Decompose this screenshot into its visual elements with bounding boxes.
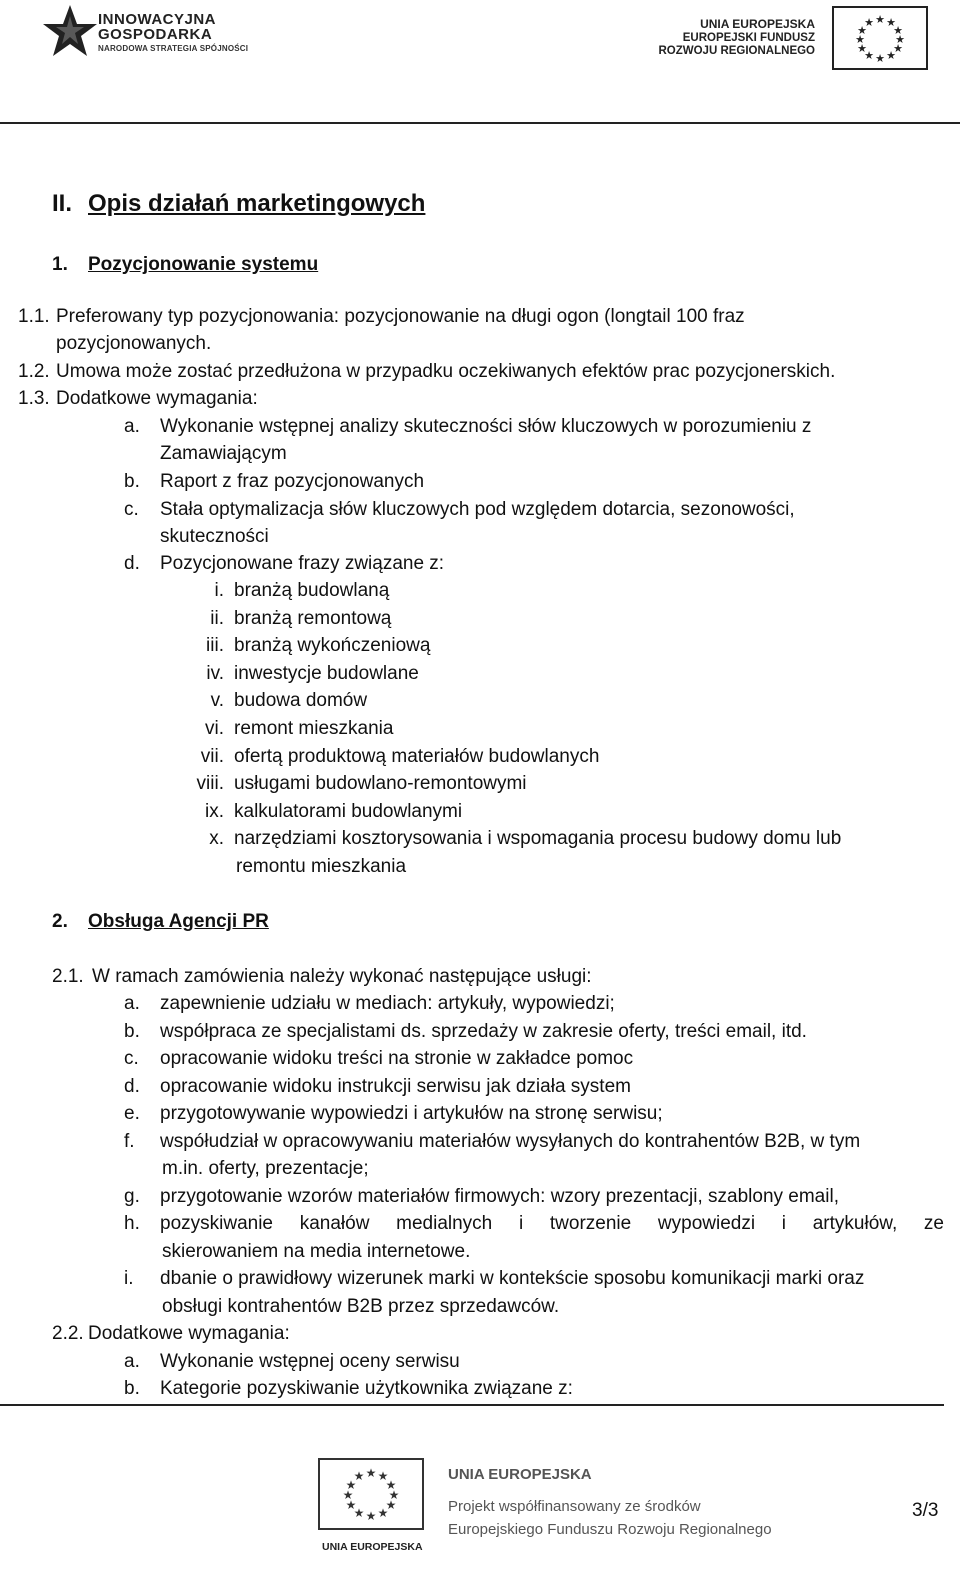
p21i-marker: i.: [124, 1268, 134, 1289]
roman-marker: ii.: [210, 608, 224, 629]
svg-text:★: ★: [345, 1498, 357, 1512]
svg-text:★: ★: [388, 1488, 400, 1502]
p13b-marker: b.: [124, 471, 140, 492]
svg-text:★: ★: [893, 42, 903, 55]
p21-text: W ramach zamówienia należy wykonać następujące usługi:: [92, 966, 592, 987]
p13b-text: Raport z fraz pozycjonowanych: [160, 471, 425, 492]
footer-cofinanced-line2: Europejskiego Funduszu Rozwoju Regionalnego: [448, 1521, 772, 1538]
footer-cofinanced-line1: Projekt współfinansowany ze środków: [448, 1498, 701, 1515]
section-number: II.: [52, 190, 73, 217]
p21i-line1: dbanie o prawidłowy wizerunek marki w kontekście sposobu komunikacji marki oraz: [160, 1268, 865, 1289]
p22-marker: b.: [124, 1378, 140, 1399]
p22-item: Wykonanie wstępnej oceny serwisu: [160, 1351, 460, 1372]
svg-text:★: ★: [893, 24, 903, 37]
section-title: Opis działań marketingowych: [88, 190, 426, 217]
roman-marker: ix.: [205, 801, 224, 822]
roman-item: branżą budowlaną: [234, 580, 390, 601]
roman-item-x-line2: remontu mieszkania: [236, 856, 407, 877]
p13c-line2: skuteczności: [160, 526, 269, 547]
svg-text:★: ★: [377, 1506, 389, 1520]
p21g-marker: g.: [124, 1186, 140, 1207]
logo-right-line1: UNIA EUROPEJSKA: [700, 17, 815, 31]
s1-number: 1.: [52, 254, 68, 275]
roman-item: branżą remontową: [234, 608, 392, 629]
svg-text:★: ★: [353, 1506, 365, 1520]
s2-number: 2.: [52, 911, 68, 932]
s2-title: Obsługa Agencji PR: [88, 911, 269, 932]
p11-line2: pozycjonowanych.: [56, 333, 212, 354]
p13d-text: Pozycjonowane frazy związane z:: [160, 553, 445, 574]
svg-text:★: ★: [353, 1469, 365, 1483]
svg-text:★: ★: [385, 1478, 397, 1492]
p12-text: Umowa może zostać przedłużona w przypadku oczekiwanych efektów prac pozycjonerskich.: [56, 361, 836, 382]
svg-text:★: ★: [864, 49, 874, 62]
p13d-marker: d.: [124, 553, 140, 574]
star-emblem-icon: [40, 2, 100, 62]
p21i-line2: obsługi kontrahentów B2B przez sprzedawców.: [162, 1296, 560, 1317]
p21-marker: b.: [124, 1021, 140, 1042]
svg-text:★: ★: [895, 33, 905, 46]
logo-left-line1: INNOWACYJNA: [98, 11, 217, 28]
roman-marker: x.: [209, 828, 224, 849]
svg-text:★: ★: [342, 1488, 354, 1502]
logo-right-line3: ROZWOJU REGIONALNEGO: [658, 45, 815, 58]
p21-item: zapewnienie udziału w mediach: artykuły, wypowiedzi;: [160, 993, 615, 1014]
footer-divider: [0, 1404, 944, 1406]
p11-line1: Preferowany typ pozycjonowania: pozycjonowanie na długi ogon (longtail 100 fraz: [56, 306, 745, 327]
footer-flag-caption: UNIA EUROPEJSKA: [322, 1541, 423, 1553]
roman-item: ofertą produktową materiałów budowlanych: [234, 746, 600, 767]
p13a-line2: Zamawiającym: [160, 443, 287, 464]
svg-text:★: ★: [875, 13, 885, 26]
p13c-marker: c.: [124, 499, 139, 520]
page-number: 3/3: [912, 1500, 939, 1521]
p22-number: 2.2.: [52, 1323, 84, 1344]
svg-text:★: ★: [345, 1478, 357, 1492]
logo-left-line3: NARODOWA STRATEGIA SPÓJNOŚCI: [98, 44, 249, 53]
p21-marker: a.: [124, 993, 140, 1014]
p22-text: Dodatkowe wymagania:: [88, 1323, 290, 1344]
eu-flag-footer-icon: [318, 1458, 424, 1530]
p21-marker: d.: [124, 1076, 140, 1097]
p13-text: Dodatkowe wymagania:: [56, 388, 258, 409]
p21-item: współudział w opracowywaniu materiałów wysyłanych do kontrahentów B2B, w tym: [160, 1131, 861, 1152]
p13a-line1: Wykonanie wstępnej analizy skuteczności słów kluczowych w porozumieniu z: [160, 416, 812, 437]
roman-item: inwestycje budowlane: [234, 663, 419, 684]
p22-marker: a.: [124, 1351, 140, 1372]
p21h-line1: pozyskiwanie kanałów medialnych i tworzenie wypowiedzi i artykułów, ze: [160, 1213, 944, 1234]
roman-marker: v.: [210, 690, 224, 711]
p21-item: opracowanie widoku instrukcji serwisu jak działa system: [160, 1076, 631, 1097]
footer-eu-title: UNIA EUROPEJSKA: [448, 1466, 592, 1483]
svg-text:★: ★: [886, 16, 896, 29]
eu-fund-wordmark: [658, 18, 815, 58]
innowacyjna-gospodarka-wordmark: [98, 12, 248, 53]
p21-marker: c.: [124, 1048, 139, 1069]
roman-marker: i.: [214, 580, 224, 601]
svg-text:★: ★: [855, 33, 865, 46]
roman-item: branżą wykończeniową: [234, 635, 431, 656]
roman-item: usługami budowlano-remontowymi: [234, 773, 527, 794]
p21-marker: e.: [124, 1103, 140, 1124]
p21-marker: f.: [124, 1131, 135, 1152]
svg-text:★: ★: [377, 1469, 389, 1483]
roman-item: budowa domów: [234, 690, 368, 711]
p21f-line2: m.in. oferty, prezentacje;: [162, 1158, 369, 1179]
p13c-line1: Stała optymalizacja słów kluczowych pod względem dotarcia, sezonowości,: [160, 499, 795, 520]
roman-item: narzędziami kosztorysowania i wspomagania procesu budowy domu lub: [234, 828, 842, 849]
eu-flag-icon: [832, 6, 928, 70]
p11-number: 1.1.: [18, 306, 50, 327]
s1-title: Pozycjonowanie systemu: [88, 254, 319, 275]
logo-right-line2: EUROPEJSKI FUNDUSZ: [682, 31, 815, 44]
roman-marker: vi.: [205, 718, 224, 739]
roman-marker: viii.: [196, 773, 224, 794]
svg-text:★: ★: [875, 52, 885, 65]
p21-item: przygotowywanie wypowiedzi i artykułów na stronę serwisu;: [160, 1103, 663, 1124]
roman-marker: iv.: [206, 663, 224, 684]
p22-item: Kategorie pozyskiwanie użytkownika związane z:: [160, 1378, 573, 1399]
svg-text:★: ★: [864, 16, 874, 29]
p13-number: 1.3.: [18, 388, 50, 409]
roman-marker: vii.: [200, 746, 224, 767]
roman-item: kalkulatorami budowlanymi: [234, 801, 463, 822]
svg-text:★: ★: [365, 1509, 377, 1523]
p21-item: współpraca ze specjalistami ds. sprzedaży w zakresie oferty, treści email, itd.: [160, 1021, 807, 1042]
p21g-text: przygotowanie wzorów materiałów firmowych: wzory prezentacji, szablony email,: [160, 1186, 839, 1207]
roman-item: remont mieszkania: [234, 718, 394, 739]
p21h-marker: h.: [124, 1213, 140, 1234]
svg-text:★: ★: [385, 1498, 397, 1512]
header-divider: [0, 122, 960, 124]
roman-marker: iii.: [206, 635, 224, 656]
svg-text:★: ★: [857, 42, 867, 55]
p13a-marker: a.: [124, 416, 140, 437]
p21-item: opracowanie widoku treści na stronie w zakładce pomoc: [160, 1048, 634, 1069]
p21h-line2: skierowaniem na media internetowe.: [162, 1241, 471, 1262]
svg-text:★: ★: [857, 24, 867, 37]
svg-text:★: ★: [365, 1466, 377, 1480]
logo-left-line2: GOSPODARKA: [98, 26, 213, 43]
svg-text:★: ★: [886, 49, 896, 62]
p12-number: 1.2.: [18, 361, 50, 382]
p21-number: 2.1.: [52, 966, 84, 987]
